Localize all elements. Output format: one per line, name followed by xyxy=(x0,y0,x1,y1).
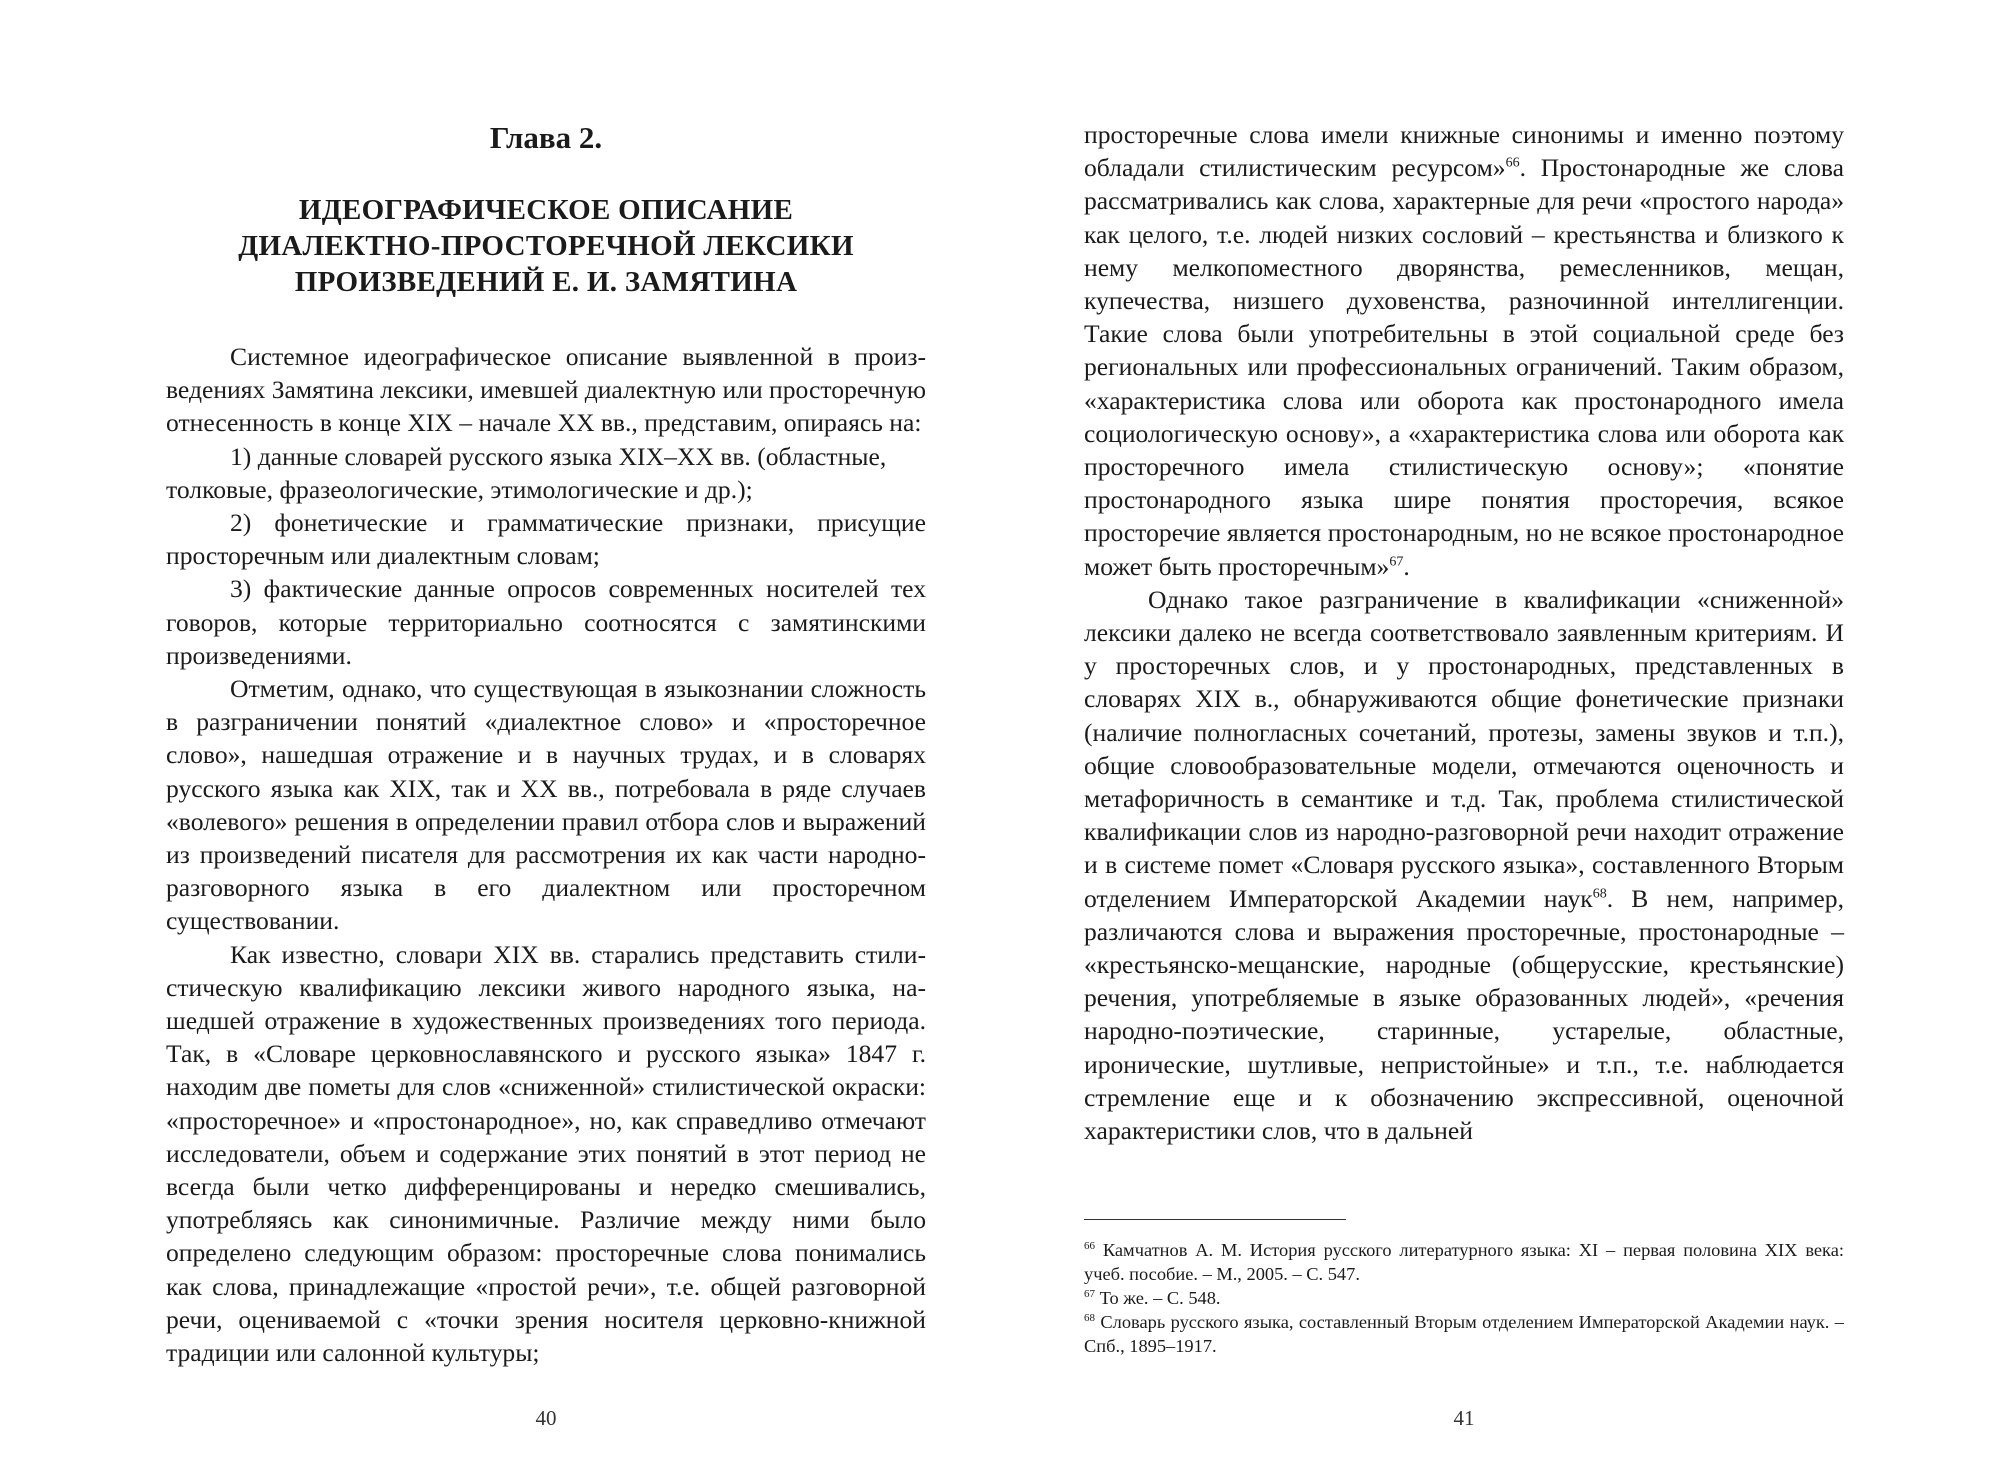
list-item-3: 3) фактические данные опросов современных носителей тех говоров, которые территориально соотносятся с замятинскими произведениями. xyxy=(166,574,926,670)
footnotes xyxy=(1084,1238,1844,1358)
paragraph xyxy=(1084,583,1844,1147)
paragraph xyxy=(1084,118,1844,583)
chapter-title-line: ДИАЛЕКТНО-ПРОСТОРЕЧНОЙ ЛЕКСИКИ xyxy=(238,230,854,262)
list-item-2: 2) фонетические и грамматические признаки, присущие просторечным или диалектным словам; xyxy=(166,508,926,571)
paragraph-text: Однако такое разграничение в квалификации «сниженной» лексики далеко не всегда соответствовало заявленным критериям. И у просторечных слов, и у простонародных, представленных в словарях XIX в., обнаруживаются общие фонетические признаки (наличие полногласных сочетаний, протезы, замены звуков и т.п.), общие словообразовательные модели, отмечаются оценочность и метафоричность в семантике и т.д. Так, проблема стилистической квалификации слов из народно-разговорной речи находит отражение и в системе помет «Словаря русского языка», составленного Вторым отделением Императорской Академии наук xyxy=(1084,584,1844,913)
footnote xyxy=(1084,1286,1844,1310)
intro-paragraph: Системное идеографическое описание выявленной в произведениях Замятина лексики, имевшей диалектную или просторечную отнесенность в конце XIX – начале XX вв., представим, опираясь на: xyxy=(166,342,926,438)
page-number-left: 40 xyxy=(535,1406,557,1430)
footnote-reference: 66 xyxy=(1505,155,1520,171)
paragraph: Отметим, однако, что существующая в языкознании сложность в разграничении понятий «диалектное слово» и «просторечное слово», нашедшая отражение и в научных трудах, и в словарях русского языка как XIX, так и XX вв., потребовала в ряде случаев «волевого» решения в определении правил отбора слов и выражений из произведений писателя для рассмотрения их как части народно-разговорного языка в его диалектном или просторечном существовании. xyxy=(166,674,926,936)
chapter-title-line: ПРОИЗВЕДЕНИЙ Е. И. ЗАМЯТИНА xyxy=(294,266,798,298)
footnote-text: То же. – С. 548. xyxy=(1095,1288,1221,1309)
footnote xyxy=(1084,1238,1844,1286)
left-page xyxy=(166,0,926,1484)
chapter-title xyxy=(166,192,926,300)
paragraph-text: . В нем, например, различаются слова и выражения просторечные, простонародные – «крестьянско-мещанские, народные (общерусские, крестьянские) речения, употребляемые в языке образованных людей», «речения народно-поэтические, старинные, устарелые, областные, иронические, шутливые, непристойные» и т.п., т.е. наблюдается стремление еще и к обозначению экспрессивной, оценочной характеристики слов, что в дальней xyxy=(1084,883,1844,1146)
right-page xyxy=(1084,0,1844,1484)
paragraph-text: просторечные слова имели книжные синонимы и именно поэтому обладали стилистическим ресурсом» xyxy=(1084,120,1844,183)
footnote-reference: 68 xyxy=(1592,886,1607,902)
paragraph: Как известно, словари XIX вв. старались представить стилистическую квалификацию лексики живого народного языка, нашедшей отражение в художественных произведениях того периода. Так, в «Словаре церковнославянского и русского языка» 1847 г. находим две пометы для слов «сниженной» стилистической окраски: «просторечное» и «простонародное», но, как справедливо отмечают исследователи, объем и содержание этих понятий в этот период не всегда были четко дифференцированы и нередко смешивались, употребляясь как синонимичные. Различие между ними было определено следующим образом: просторечные слова понимались как слова, принадлежащие «простой речи», т.е. общей разговорной речи, оцениваемой с «точки зрения носителя церковно-книжной традиции или салонной культуры; xyxy=(166,939,926,1368)
paragraph-text: . xyxy=(1403,551,1410,581)
chapter-title-line: ИДЕОГРАФИЧЕСКОЕ ОПИСАНИЕ xyxy=(298,194,794,226)
footnote-divider xyxy=(1084,1219,1346,1220)
footnote-text: Словарь русского языка, составленный Вторым отделением Императорской Академии наук. – Спб., 1895–1917. xyxy=(1084,1312,1844,1357)
page-number-right: 41 xyxy=(1453,1406,1475,1430)
footnote-reference: 67 xyxy=(1389,554,1404,570)
list-item-1: 1) данные словарей русского языка XIX–XX вв. (областные, xyxy=(230,441,887,471)
left-page-body xyxy=(166,340,926,1369)
chapter-heading: Глава 2. xyxy=(489,120,603,155)
list-item-1-continuation: толковые, фразеологические, этимологические и др.); xyxy=(166,474,753,504)
footnote-text: Камчатнов А. М. История русского литературного языка: XI – первая половина XIX века: учеб. пособие. – М., 2005. – С. 547. xyxy=(1084,1240,1844,1285)
footnote-number: 66 xyxy=(1084,1240,1095,1253)
footnote-number: 67 xyxy=(1084,1288,1095,1301)
paragraph-text: . Простонародные же слова рассматривались как слова, характерные для речи «простого народа» как целого, т.е. людей низких сословий – крестьянства и близкого к нему мелкопоместного дворянства, ремесленников, мещан, купечества, низшего духовенства, разночинной интеллигенции. Такие слова были употребительны в этой социальной среде без региональных или профессиональных ограничений. Таким образом, «характеристика слова или оборота как простонародного имела социологическую основу», а «характеристика слова или оборота как просторечного имела стилистическую основу»; «понятие простонародного языка шире понятия просторечия, всякое просторечие является простонародным, но не всякое простонародное может быть просторечным» xyxy=(1084,153,1844,581)
footnote-number: 68 xyxy=(1084,1312,1095,1325)
right-page-body xyxy=(1084,118,1844,1147)
footnote xyxy=(1084,1310,1844,1358)
